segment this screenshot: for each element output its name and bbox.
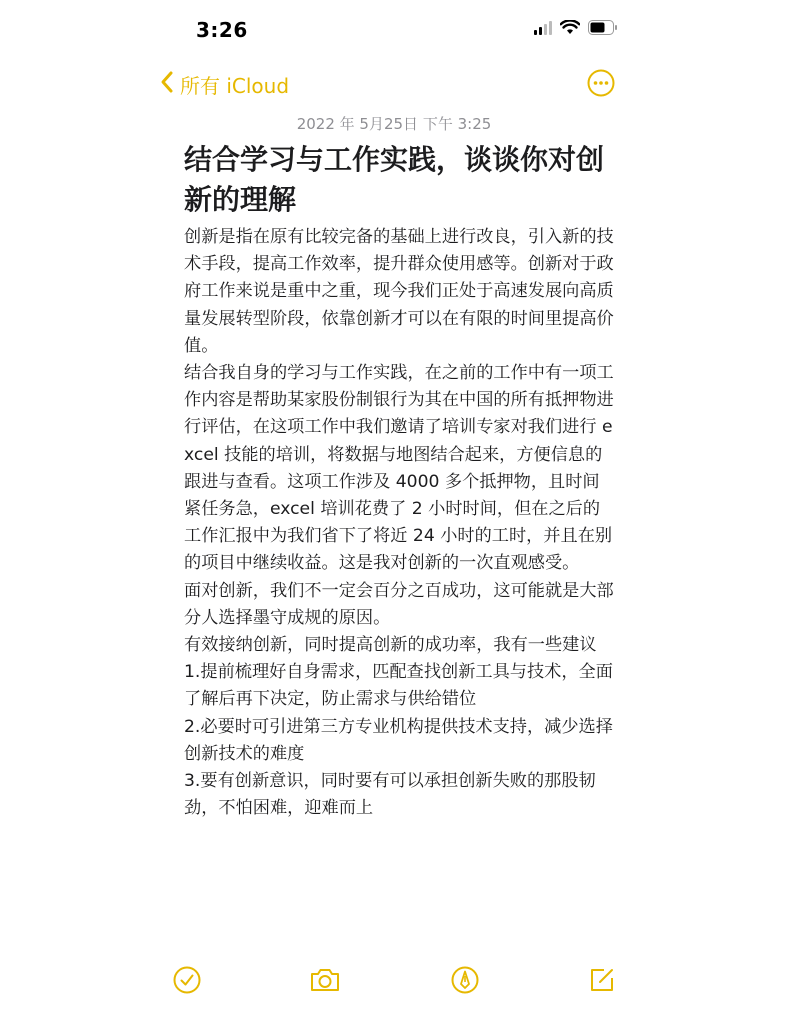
checklist-button[interactable] (171, 964, 203, 996)
back-button[interactable] (160, 70, 289, 99)
note-paragraph: 2.必要时可引进第三方专业机构提供技术支持，减少选择创新技术的难度 (184, 716, 613, 764)
back-button-label: 所有 iCloud (180, 74, 290, 98)
note-paragraph: 有效接纳创新，同时提高创新的成功率，我有一些建议 1.提前梳理好自身需求，匹配查找创新工具与技术，全面了解后再下决定，防止需求与供给错位 (184, 635, 613, 710)
status-bar (0, 0, 788, 62)
wifi-icon (560, 20, 580, 39)
more-options-button[interactable] (586, 68, 616, 98)
note-paragraph: 创新是指在原有比较完备的基础上进行改良，引入新的技术手段，提高工作效率，提升群众使用感等。创新对于政府工作来说是重中之重，现今我们正处于高速发展向高质量发展转型阶段，依靠创新才可以在有限的时间里提高价值。 (184, 227, 614, 356)
compose-icon (586, 981, 618, 1000)
note-date: 2022 年 5月25日 下午 3:25 (296, 115, 492, 133)
note-paragraph: 结合我自身的学习与工作实践，在之前的工作中有一项工作内容是帮助某家股份制银行为其在中国的所有抵押物进行评估，在这项工作中我们邀请了培训专家对我们进行 excel 技能的培训，将数据与地图结合起来，方便信息的跟进与查看。这项工作涉及 4000 多个抵押物，且时间紧任务急，excel 培训花费了 2 小时时间，但在之后的工作汇报中为我们省下了将近 24 小时的工时，并且在别的项目中继续收益。这是我对创新的一次直观感受。 (184, 363, 614, 574)
note-paragraph: 面对创新，我们不一定会百分之百成功，这可能就是大部分人选择墨守成规的原因。 (184, 580, 614, 628)
chevron-left-icon (160, 70, 174, 99)
note-paragraph: 3.要有创新意识，同时要有可以承担创新失败的那股韧劲，不怕困难，迎难而上 (184, 771, 596, 819)
status-icons (534, 20, 618, 39)
markup-icon (449, 981, 481, 1000)
cellular-signal-icon (534, 20, 552, 39)
compose-button[interactable] (586, 964, 618, 996)
checklist-icon (171, 981, 203, 1000)
note-body[interactable] (184, 140, 614, 822)
bottom-toolbar (0, 960, 788, 1004)
note-title: 结合学习与工作实践，谈谈你对创新的理解 (184, 143, 605, 216)
battery-icon (588, 20, 618, 39)
status-time: 3:26 (196, 18, 248, 42)
camera-button[interactable] (308, 964, 340, 996)
camera-icon (308, 981, 342, 1000)
markup-button[interactable] (449, 964, 481, 996)
more-icon (586, 83, 616, 102)
nav-bar (0, 62, 788, 112)
